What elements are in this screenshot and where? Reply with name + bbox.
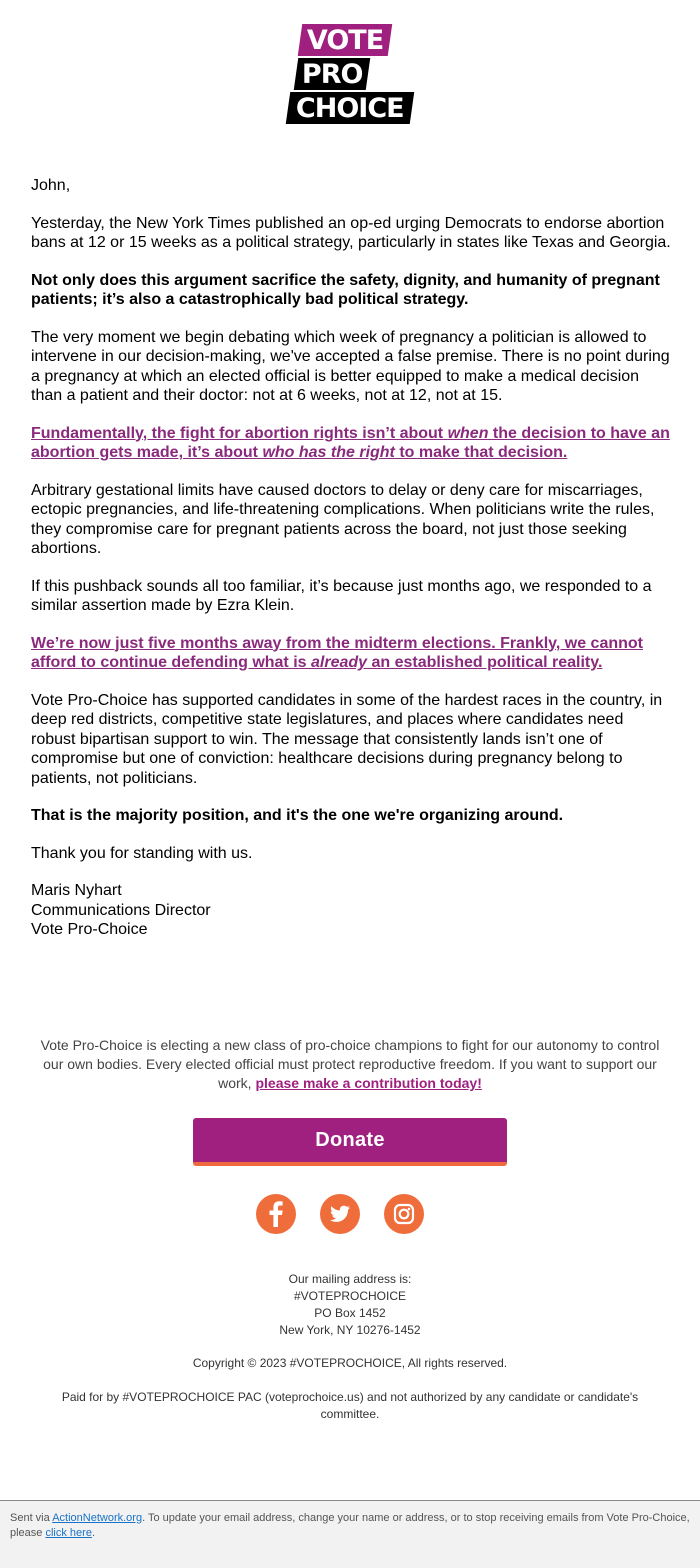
paragraph-3: The very moment we begin debating which week of pregnancy a politician is allowed to intervene in our decision-making, we've accepted a false premise. There is no point during a pregnancy at which an elected official is better equipped to make a medical decision than a patient and their doctor: not at 6 weeks, not at 12, not at 15. bbox=[31, 328, 670, 404]
footer-blurb: Vote Pro-Choice is electing a new class of pro-choice champions to fight for our autonomy to control our own bodies. Every elected official must protect reproductive freedom. If you want to support our work, please make a contribution today! bbox=[40, 1037, 660, 1091]
paragraph-4: Arbitrary gestational limits have caused doctors to delay or deny care for miscarriages, ectopic pregnancies, and life-threatening complications. When politicians write the rules, they compromise care for pregnant patients across the board, not just those seeking abortions. bbox=[31, 481, 655, 557]
logo-line-pro: PRO bbox=[294, 58, 370, 90]
paragraph-8: Thank you for standing with us. bbox=[31, 844, 253, 862]
paragraph-6: Vote Pro-Choice has supported candidates in some of the hardest races in the country, in deep red districts, competitive state legislatures, and places where candidates need robust bipartisan support to win. The message that consistently lands isn’t one of compromise but one of conviction: healthcare decisions during pregnancy belong to patients, not politicians. bbox=[31, 691, 663, 787]
highlight-link-2[interactable]: We’re now just five months away from the midterm elections. Frankly, we cannot afford to continue defending what is already an established political reality. bbox=[31, 634, 643, 671]
mailing-city: New York, NY 10276-1452 bbox=[279, 1323, 421, 1337]
unsubscribe-link[interactable]: click here bbox=[45, 1527, 92, 1539]
mailing-address bbox=[40, 1271, 660, 1339]
twitter-icon[interactable] bbox=[320, 1194, 360, 1234]
donate-button[interactable]: Donate bbox=[193, 1118, 507, 1166]
mailing-po: PO Box 1452 bbox=[314, 1306, 386, 1320]
mailing-org: #VOTEPROCHOICE bbox=[293, 1289, 407, 1303]
copyright: Copyright © 2023 #VOTEPROCHOICE, All rights reserved. bbox=[192, 1356, 508, 1370]
highlight-link-1[interactable]: Fundamentally, the fight for abortion rights isn’t about when the decision to have an abortion gets made, it’s about who has the right to make that decision. bbox=[31, 424, 670, 461]
paragraph-5: If this pushback sounds all too familiar, it’s because just months ago, we responded to a similar assertion made by Ezra Klein. bbox=[31, 577, 652, 614]
paragraph-1: Yesterday, the New York Times published an op-ed urging Democrats to endorse abortion bans at 12 or 15 weeks as a political strategy, particularly in states like Texas and Georgia. bbox=[31, 214, 671, 251]
signature-org: Vote Pro-Choice bbox=[31, 921, 148, 938]
paragraph-7-bold: That is the majority position, and it's the one we're organizing around. bbox=[31, 807, 564, 824]
mailing-label: Our mailing address is: bbox=[288, 1272, 412, 1286]
instagram-icon[interactable] bbox=[384, 1194, 424, 1234]
contribution-link[interactable]: please make a contribution today! bbox=[255, 1075, 482, 1091]
facebook-icon[interactable] bbox=[256, 1194, 296, 1234]
action-network-footer: Sent via ActionNetwork.org. To update your email address, change your name or address, or to stop receiving emails from Vote Pro-Choice, please click here. bbox=[0, 1500, 700, 1568]
email-body bbox=[31, 176, 671, 940]
highlight-link-2-wrap bbox=[31, 634, 671, 673]
logo-line-choice: CHOICE bbox=[286, 92, 414, 124]
logo-line-vote: VOTE bbox=[298, 24, 392, 56]
paragraph-2-bold: Not only does this argument sacrifice the safety, dignity, and humanity of pregnant patients; it’s also a catastrophically bad political strategy. bbox=[31, 271, 660, 308]
greeting: John, bbox=[31, 177, 71, 194]
signature-title: Communications Director bbox=[31, 901, 211, 919]
actionnetwork-link[interactable]: ActionNetwork.org bbox=[52, 1512, 143, 1524]
highlight-link-1-wrap bbox=[31, 424, 671, 463]
paid-for-disclaimer: Paid for by #VOTEPROCHOICE PAC (voteprochoice.us) and not authorized by any candidate or candidate's committee. bbox=[61, 1390, 639, 1421]
signature bbox=[31, 881, 671, 940]
vote-pro-choice-logo bbox=[288, 24, 412, 126]
signature-name: Maris Nyhart bbox=[31, 882, 122, 899]
